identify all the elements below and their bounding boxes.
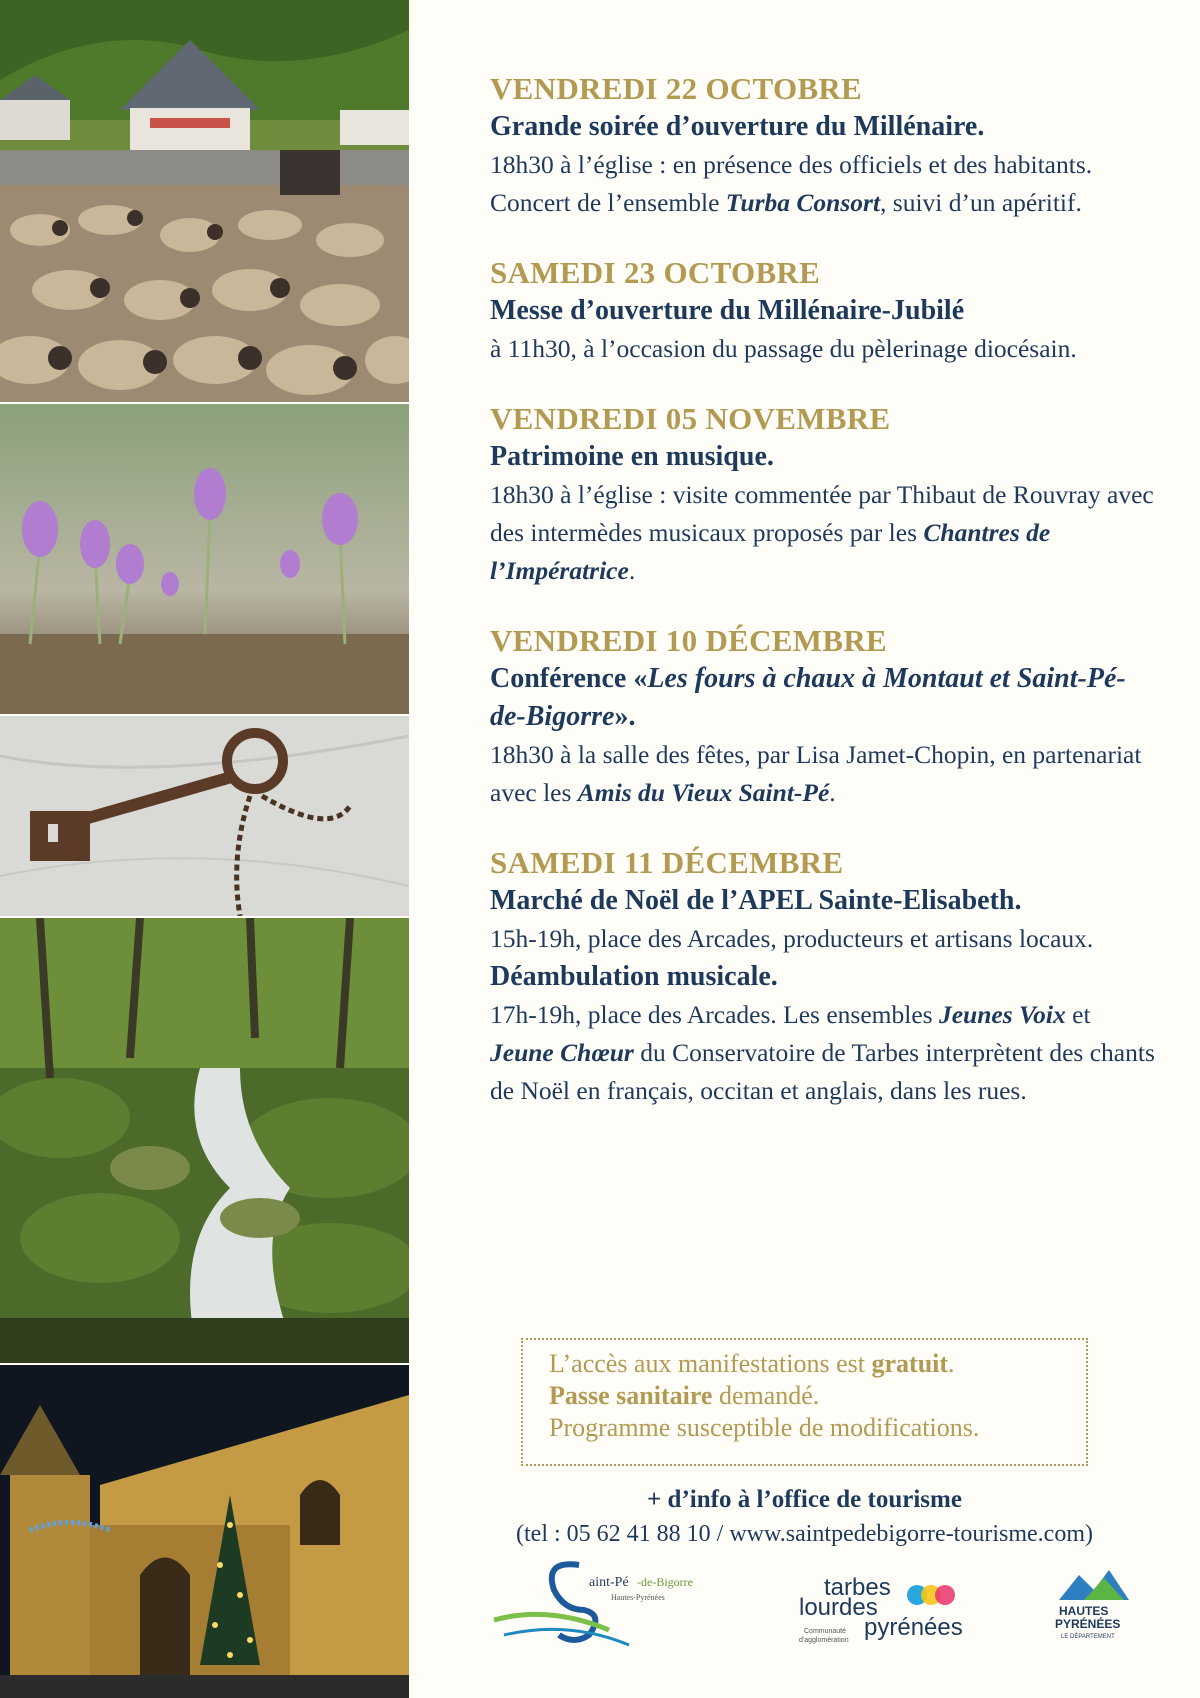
event-1 <box>490 70 1160 222</box>
photo-crocus-flowers <box>0 404 409 714</box>
logo-saintpe-text2: -de-Bigorre <box>637 1575 693 1589</box>
logo-hp-1: HAUTES <box>1059 1604 1109 1618</box>
notice-line-changes: Programme susceptible de modifications. <box>549 1413 980 1442</box>
event-title: Conférence «Les fours à chaux à Montaut et Saint-Pé-de-Bigorre». <box>490 663 1126 732</box>
notice-line-free: L’accès aux manifestations est gratuit. <box>549 1349 955 1378</box>
program <box>490 70 1160 1142</box>
logo-tlp-lourdes: lourdes <box>799 1594 878 1621</box>
event-title: Patrimoine en musique. <box>490 441 774 472</box>
logo-tlp-pyrenees: pyrénées <box>864 1614 963 1641</box>
event-title: Messe d’ouverture du Millénaire-Jubilé <box>490 295 965 326</box>
photo-church-night <box>0 1365 409 1698</box>
event-title: Marché de Noël de l’APEL Sainte-Elisabeth. <box>490 885 1022 916</box>
photo-old-key <box>0 716 409 916</box>
event-subdescription: 17h-19h, place des Arcades. Les ensembles Jeunes Voix et Jeune Chœur du Conservatoire de Tarbes interprètent des chants de Noël en français, occitan et anglais, dans les rues. <box>490 1000 1155 1105</box>
event-description: à 11h30, à l’occasion du passage du pèlerinage diocésain. <box>490 334 1077 363</box>
partner-logos <box>409 1550 1200 1690</box>
event-description: 18h30 à l’église : en présence des officiels et des habitants. Concert de l’ensemble Turba Consort, suivi d’un apéritif. <box>490 150 1093 217</box>
event-date: SAMEDI 11 DÉCEMBRE <box>490 845 844 880</box>
event-description: 18h30 à la salle des fêtes, par Lisa Jamet-Chopin, en partenariat avec les Amis du Vieux Saint-Pé. <box>490 740 1142 807</box>
event-5 <box>490 844 1160 1110</box>
event-description: 18h30 à l’église : visite commentée par Thibaut de Rouvray avec des intermèdes musicaux proposés par les Chantres de l’Impératrice. <box>490 480 1154 585</box>
logo-tlp-tarbes: tarbes <box>824 1575 891 1601</box>
notice-box <box>521 1338 1088 1466</box>
logo-tlp-sub1: Communauté <box>804 1628 847 1635</box>
logo-saintpe-sub: Hautes-Pyrénées <box>611 1593 665 1602</box>
logo-tlp-sub2: d'agglomération <box>799 1637 849 1644</box>
logo-tarbes-lourdes-pyrenees <box>794 1575 994 1645</box>
photo-forest-stream <box>0 918 409 1363</box>
logo-hp-3: LE DÉPARTEMENT <box>1061 1634 1115 1640</box>
event-date: VENDREDI 05 NOVEMBRE <box>490 401 891 436</box>
tourism-info <box>409 1483 1200 1551</box>
info-contact: (tel : 05 62 41 88 10 / www.saintpedebigorre-tourisme.com) <box>516 1521 1093 1547</box>
notice-line-pass: Passe sanitaire demandé. <box>549 1381 820 1410</box>
info-title: + d’info à l’office de tourisme <box>647 1486 962 1513</box>
event-subtitle: Déambulation musicale. <box>490 961 778 992</box>
event-3 <box>490 400 1160 590</box>
event-date: VENDREDI 22 OCTOBRE <box>490 71 863 106</box>
logo-saintpe-text: aint-Pé <box>589 1575 629 1590</box>
event-2 <box>490 254 1160 368</box>
photo-sheep-village <box>0 0 409 402</box>
logo-hautes-pyrenees <box>1049 1560 1139 1650</box>
event-date: SAMEDI 23 OCTOBRE <box>490 255 821 290</box>
event-description: 15h-19h, place des Arcades, producteurs et artisans locaux. <box>490 924 1094 953</box>
event-title: Grande soirée d’ouverture du Millénaire. <box>490 111 985 142</box>
event-4 <box>490 622 1160 812</box>
event-date: VENDREDI 10 DÉCEMBRE <box>490 623 887 658</box>
logo-saint-pe-de-bigorre <box>489 1550 729 1650</box>
logo-hp-2: PYRÉNÉES <box>1055 1617 1121 1631</box>
photo-strip <box>0 0 409 1698</box>
